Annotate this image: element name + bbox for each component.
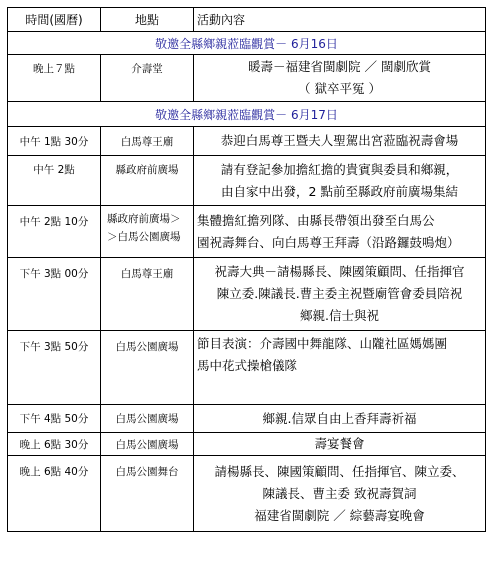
banner-june-16: 敬邀全縣鄉親蒞臨觀賞－ 6月16日	[8, 32, 486, 55]
row-place: 白馬尊王廟	[101, 258, 194, 331]
row-desc	[194, 156, 486, 206]
desc-line: 福建省閩劇院 ／ 綜藝壽宴晚會	[254, 507, 425, 523]
row-time: 下午 4點 50分	[8, 405, 101, 433]
desc-line: 恭迎白馬尊王暨夫人聖駕出宮蒞臨祝壽會場	[220, 133, 459, 148]
desc-line: 請有登記參加擔紅擔的貴賓與委員和鄉親，	[220, 161, 459, 177]
table-row	[8, 258, 486, 331]
desc-line: 集體擔紅擔列隊、由縣長帶領出發至白馬公	[197, 212, 435, 228]
table-row	[8, 456, 486, 532]
row-time: 下午 3點 50分	[8, 331, 101, 405]
header-time: 時間(國曆)	[8, 8, 101, 32]
desc-line: 節目表演：介壽國中舞龍隊、山隴社區媽媽團	[197, 336, 448, 351]
row-desc	[194, 127, 486, 156]
row-desc	[194, 258, 486, 331]
row-place: 白馬尊王廟	[101, 127, 194, 156]
row-place: 白馬公園舞台	[101, 456, 194, 532]
schedule-table	[7, 7, 486, 532]
row-desc	[194, 206, 486, 258]
place-line: 縣政府前廣場＞	[107, 213, 181, 225]
row-time: 中午 2點 10分	[8, 206, 101, 258]
table-row	[8, 127, 486, 156]
desc-line: 陳立委.陳議長.曹主委主祝暨廟管會委員陪祝	[216, 286, 463, 301]
row-desc	[194, 433, 486, 456]
row-desc	[194, 331, 486, 405]
desc-line: 由自家中出發，2 點前至縣政府前廣場集結	[221, 183, 458, 199]
desc-line: 馬中花式操槍儀隊	[197, 358, 298, 373]
row-time: 晚上７點	[8, 55, 101, 102]
row-place: 白馬公園廣場	[101, 433, 194, 456]
banner-row-june-16	[8, 32, 486, 55]
banner-row-june-17	[8, 102, 486, 127]
desc-line: 請楊縣長、陳國策顧問、任指揮官、陳立委、	[214, 463, 465, 479]
banner-june-17: 敬邀全縣鄉親蒞臨觀賞－ 6月17日	[8, 102, 486, 127]
row-place: 白馬公園廣場	[101, 405, 194, 433]
row-desc	[194, 456, 486, 532]
desc-line: 園祝壽舞台、向白馬尊王拜壽（沿路鑼鼓鳴炮）	[197, 234, 460, 250]
desc-line: （ 獄卒平冤 ）	[298, 81, 381, 96]
header-desc: 活動內容	[194, 8, 486, 32]
row-time: 中午 1點 30分	[8, 127, 101, 156]
table-row	[8, 331, 486, 405]
row-place	[101, 206, 194, 258]
header-place: 地點	[101, 8, 194, 32]
desc-line: 陳議長、曹主委 致祝壽賀詞	[262, 485, 417, 501]
desc-line: 鄉親.信士與祝	[300, 308, 379, 323]
desc-line: 鄉親.信眾自由上香拜壽祈福	[262, 410, 417, 426]
desc-line: 祝壽大典－請楊縣長、陳國策顧問、任指揮官	[214, 264, 465, 279]
table-row	[8, 206, 486, 258]
row-time: 晚上 6點 40分	[8, 456, 101, 532]
desc-line: 壽宴餐會	[314, 436, 365, 451]
row-place: 介壽堂	[101, 55, 194, 102]
place-line: ＞白馬公園廣場	[107, 231, 181, 243]
table-row	[8, 405, 486, 433]
table-row	[8, 156, 486, 206]
row-time: 中午 2點	[8, 156, 101, 206]
row-desc	[194, 55, 486, 102]
desc-line: 暖壽－福建省閩劇院 ／ 閩劇欣賞	[248, 59, 431, 74]
row-time: 晚上 6點 30分	[8, 433, 101, 456]
header-row	[8, 8, 486, 32]
row-place: 白馬公園廣場	[101, 331, 194, 405]
table-row	[8, 55, 486, 102]
table-row	[8, 433, 486, 456]
row-place: 縣政府前廣場	[101, 156, 194, 206]
row-desc	[194, 405, 486, 433]
row-time: 下午 3點 00分	[8, 258, 101, 331]
